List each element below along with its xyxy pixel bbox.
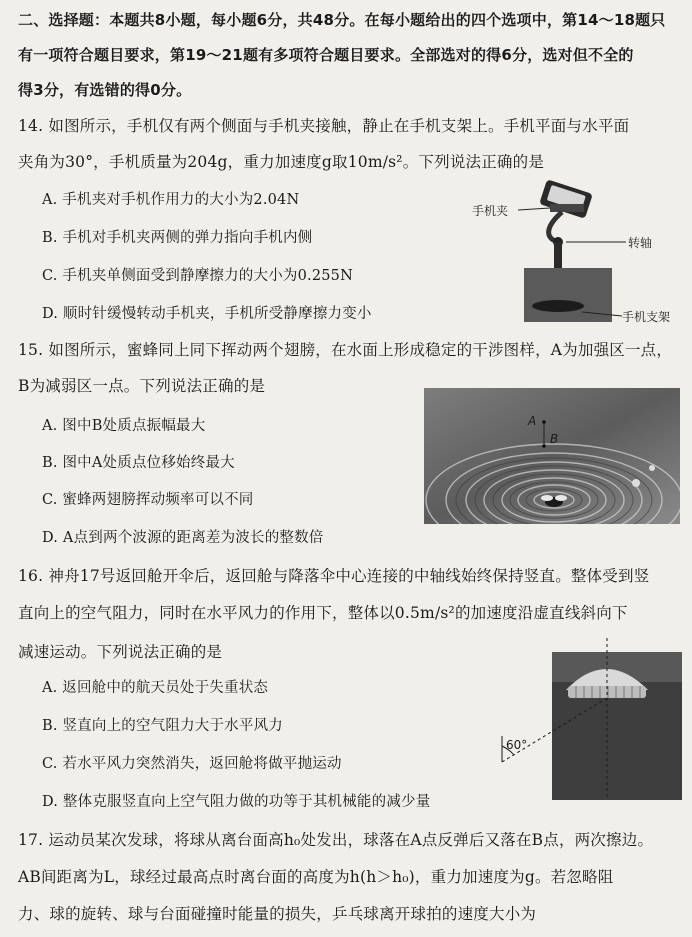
- label-axis: 转轴: [628, 236, 653, 250]
- q16-option-a: A. 返回舱中的航天员处于失重状态: [42, 680, 269, 696]
- q16-stem-line-2: 直向上的空气阻力，同时在水平风力的作用下，整体以0.5m/s²的加速度沿虚直线斜向下: [18, 604, 628, 622]
- q15-option-d: D. A点到两个波源的距离差为波长的整数倍: [42, 530, 324, 546]
- q16-option-c: C. 若水平风力突然消失，返回舱将做平抛运动: [42, 756, 342, 772]
- label-point-b: B: [550, 432, 559, 446]
- label-angle: 60°: [506, 738, 528, 752]
- section-instructions-line-3: 得3分，有选错的得0分。: [18, 81, 192, 99]
- q17-stem-line-3: 力、球的旋转、球与台面碰撞时能量的损失，乒乓球离开球拍的速度大小为: [18, 905, 537, 923]
- label-phone-clip: 手机夹: [472, 204, 509, 218]
- label-point-a: A: [528, 414, 537, 428]
- section-instructions-line-2: 有一项符合题目要求，第19～21题有多项符合题目要求。全部选对的得6分，选对但不全的: [18, 46, 634, 64]
- q14-stem-line-2: 夹角为30°，手机质量为204g，重力加速度g取10m/s²。下列说法正确的是: [18, 153, 545, 171]
- water-ripple-illustration: [424, 388, 680, 524]
- q14-option-d: D. 顺时针缓慢转动手机夹，手机所受静摩擦力变小: [42, 306, 372, 322]
- q14-phone-stand-figure: [462, 176, 690, 324]
- q16-option-d: D. 整体克服竖直向上空气阻力做的功等于其机械能的减少量: [42, 794, 431, 810]
- q14-option-b: B. 手机对手机夹两侧的弹力指向手机内侧: [42, 230, 313, 246]
- q16-option-b: B. 竖直向上的空气阻力大于水平风力: [42, 718, 283, 734]
- q15-stem-line-2: B为减弱区一点。下列说法正确的是: [18, 377, 266, 395]
- section-instructions-line-1: 二、选择题：本题共8小题，每小题6分，共48分。在每小题给出的四个选项中，第14～18题只: [18, 11, 666, 29]
- q15-option-c: C. 蜜蜂两翅膀挥动频率可以不同: [42, 492, 254, 508]
- q15-stem-line-1: 15. 如图所示，蜜蜂同上同下挥动两个翅膀，在水面上形成稳定的干涉图样，A为加强区一点，: [18, 341, 673, 359]
- q17-stem-line-2: AB间距离为L，球经过最高点时离台面的高度为h(h＞h₀)，重力加速度为g。若忽略阻: [18, 868, 614, 886]
- q15-option-a: A. 图中B处质点振幅最大: [42, 418, 206, 434]
- q16-capsule-figure: [496, 638, 682, 800]
- q14-option-c: C. 手机夹单侧面受到静摩擦力的大小为0.255N: [42, 268, 353, 284]
- capsule-descent-illustration: [496, 638, 682, 800]
- label-phone-stand: 手机支架: [622, 310, 671, 324]
- q15-option-b: B. 图中A处质点位移始终最大: [42, 455, 235, 471]
- q16-stem-line-3: 减速运动。下列说法正确的是: [18, 643, 223, 661]
- q15-interference-photo: [424, 388, 680, 524]
- q16-stem-line-1: 16. 神舟17号返回舱开伞后，返回舱与降落伞中心连接的中轴线始终保持竖直。整体受到竖: [18, 567, 650, 585]
- phone-stand-illustration: [462, 176, 690, 324]
- q17-stem-line-1: 17. 运动员某次发球，将球从离台面高h₀处发出，球落在A点反弹后又落在B点，两次擦边。: [18, 831, 654, 849]
- q14-stem-line-1: 14. 如图所示，手机仅有两个侧面与手机夹接触，静止在手机支架上。手机平面与水平面: [18, 117, 630, 135]
- q14-option-a: A. 手机夹对手机作用力的大小为2.04N: [42, 192, 300, 208]
